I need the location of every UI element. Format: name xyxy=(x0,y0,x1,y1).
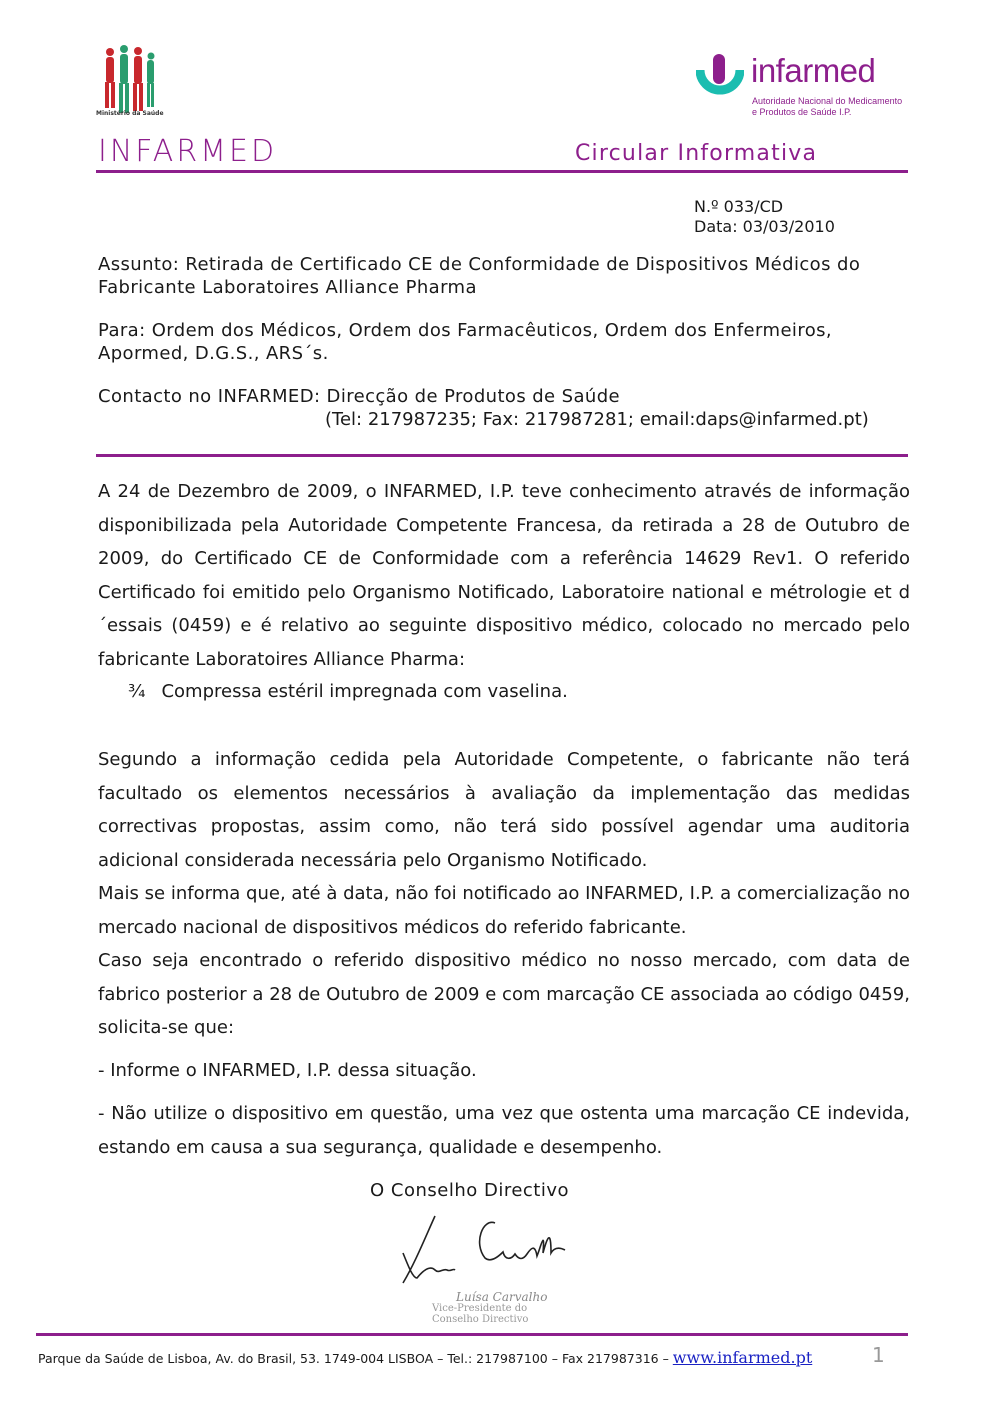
brand-subtitle-line2: e Produtos de Saúde I.P. xyxy=(752,107,852,117)
recipients-line: Para: Ordem dos Médicos, Ordem dos Farmacêuticos, Ordem dos Enfermeiros, Apormed, D.G.S., ARS´s. xyxy=(98,320,833,364)
body-paragraph-2: Segundo a informação cedida pela Autoridade Competente, o fabricante não terá facultado os elementos necessários à avaliação da implementação das medidas correctivas propostas, assim como, não terá sido possível agendar uma auditoria adicional considerada necessária pelo Organismo Notificado. xyxy=(98,749,910,871)
subject-line: Assunto: Retirada de Certificado CE de Conformidade de Dispositivos Médicos do Fabricante Laboratoires Alliance Pharma xyxy=(98,254,861,298)
handwritten-signature xyxy=(395,1208,575,1288)
header-divider xyxy=(96,170,908,173)
signatory-role-line1: Vice-Presidente do xyxy=(432,1303,528,1314)
document-type: Circular Informativa xyxy=(575,141,818,166)
action-item-2: - Não utilize o dispositivo em questão, uma vez que ostenta uma marcação CE indevida, estando em causa a sua segurança, qualidade e desempenho. xyxy=(98,1103,910,1158)
contact-details: (Tel: 217987235; Fax: 217987281; email:daps@infarmed.pt) xyxy=(325,409,869,430)
document-date: Data: 03/03/2010 xyxy=(694,217,835,236)
bullet-text: Compressa estéril impregnada com vaselina. xyxy=(161,681,568,702)
brand-wordmark: infarmed xyxy=(751,52,876,89)
body-paragraph-4: Caso seja encontrado o referido dispositivo médico no nosso mercado, com data de fabrico posterior a 28 de Outubro de 2009 e com marcação CE associada ao código 0459, solicita-se que: xyxy=(98,950,910,1038)
ministry-caption: Ministério da Saúde xyxy=(96,110,164,117)
contact-line: Contacto no INFARMED: Direcção de Produtos de Saúde xyxy=(98,386,621,407)
footer-address xyxy=(38,1348,812,1367)
brand-subtitle-line1: Autoridade Nacional do Medicamento xyxy=(752,96,903,106)
organization-name: INFARMED xyxy=(98,134,278,169)
reference-number: N.º 033/CD xyxy=(694,197,784,216)
body-paragraph-3: Mais se informa que, até à data, não foi notificado ao INFARMED, I.P. a comercialização no mercado nacional de dispositivos médicos do referido fabricante. xyxy=(98,883,910,938)
footer-address-text: Parque da Saúde de Lisboa, Av. do Brasil, 53. 1749-004 LISBOA – Tel.: 217987100 – Fax 217987316 – xyxy=(38,1351,673,1366)
action-item-1: - Informe o INFARMED, I.P. dessa situação. xyxy=(98,1060,477,1081)
signoff: O Conselho Directivo xyxy=(370,1180,570,1201)
bullet-item xyxy=(128,675,584,709)
section-divider xyxy=(96,454,908,457)
signatory-role-line2: Conselho Directivo xyxy=(432,1314,529,1325)
footer-website-link[interactable]: www.infarmed.pt xyxy=(672,1348,813,1367)
page-number: 1 xyxy=(872,1343,885,1367)
signatory-name: Luísa Carvalho xyxy=(456,1290,548,1304)
infarmed-logo-icon xyxy=(696,52,744,102)
footer-divider xyxy=(36,1333,908,1336)
body-paragraph-1: A 24 de Dezembro de 2009, o INFARMED, I.P. teve conhecimento através de informação disponibilizada pela Autoridade Competente Francesa, da retirada a 28 de Outubro de 2009, do Certificado CE de Conformidade com a referência 14629 Rev1. O referido Certificado foi emitido pelo Organismo Notificado, Laboratoire national e métrologie et d´essais (0459) e é relativo ao seguinte dispositivo médico, colocado no mercado pelo fabricante Laboratoires Alliance Pharma: xyxy=(98,481,910,670)
bullet-marker: ¾ xyxy=(128,681,146,702)
